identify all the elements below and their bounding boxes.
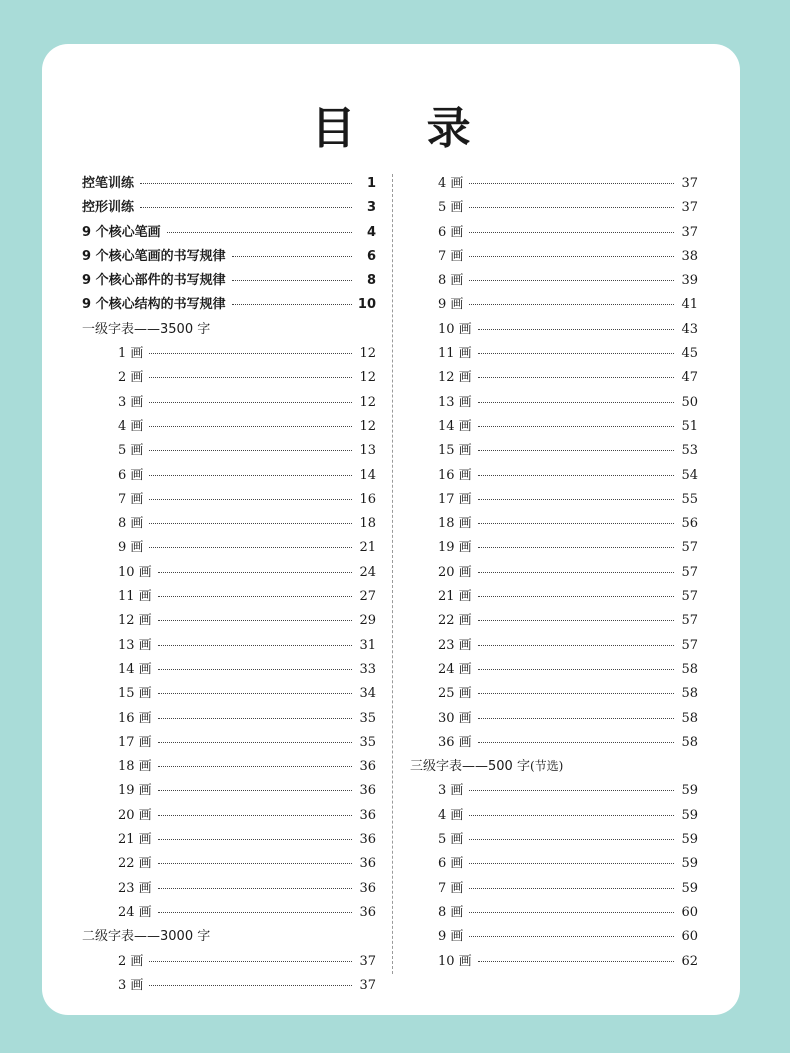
entry-label: 18 画 (438, 516, 472, 532)
dot-leader (478, 376, 674, 378)
entry-page-number: 10 (357, 297, 376, 313)
toc-entry[interactable] (82, 245, 376, 269)
toc-entry[interactable] (82, 779, 376, 803)
dot-leader (478, 571, 674, 573)
entry-label: 控形训练 (82, 200, 135, 216)
dot-leader (478, 741, 674, 743)
toc-entry[interactable] (410, 536, 698, 560)
dot-leader (167, 231, 352, 233)
toc-entry[interactable] (82, 901, 376, 925)
entry-label: 4 画 (438, 176, 464, 191)
dot-leader (158, 765, 352, 767)
entry-page-number: 12 (359, 346, 376, 362)
entry-page-number: 53 (681, 443, 698, 459)
entry-label: 3 画 (438, 783, 464, 799)
entry-page-number: 3 (366, 200, 376, 216)
toc-entry[interactable] (82, 609, 376, 633)
toc-entry[interactable] (82, 731, 376, 755)
toc-entry[interactable] (82, 828, 376, 852)
entry-page-number: 37 (359, 977, 376, 993)
dot-leader (478, 328, 674, 330)
toc-entry[interactable] (410, 512, 698, 536)
entry-label: 15 画 (438, 443, 472, 459)
dot-leader (158, 668, 352, 670)
entry-page-number: 4 (366, 224, 376, 240)
entry-page-number: 59 (681, 880, 698, 896)
toc-entry[interactable] (410, 634, 698, 658)
dot-leader (232, 255, 352, 257)
toc-entry[interactable] (82, 536, 376, 560)
entry-label: 18 画 (118, 759, 152, 775)
toc-entry[interactable] (410, 561, 698, 585)
entry-page-number: 33 (359, 661, 376, 677)
entry-label: 16 画 (118, 710, 152, 726)
dot-leader (149, 984, 352, 986)
toc-entry[interactable] (410, 391, 698, 415)
dot-leader (149, 401, 352, 403)
entry-label: 3 画 (118, 394, 144, 410)
dot-leader (469, 206, 674, 208)
entry-label: 9 画 (438, 929, 464, 945)
entry-page-number: 6 (366, 248, 376, 264)
toc-entry[interactable] (82, 585, 376, 609)
entry-label: 22 画 (118, 856, 152, 872)
entry-label: 9 个核心部件的书写规律 (82, 273, 226, 289)
toc-entry[interactable] (82, 974, 376, 998)
entry-label: 5 画 (118, 443, 144, 459)
toc-entry[interactable] (410, 172, 698, 196)
entry-label: 6 画 (438, 856, 464, 872)
entry-page-number: 59 (681, 783, 698, 799)
entry-label: 11 画 (438, 346, 472, 362)
entry-page-number: 58 (681, 686, 698, 702)
entry-label: 9 个核心笔画的书写规律 (82, 248, 226, 264)
column-divider (392, 174, 393, 974)
toc-section-heading (410, 755, 698, 779)
dot-leader (140, 206, 352, 208)
entry-label: 21 画 (118, 832, 152, 848)
dot-leader (158, 717, 352, 719)
dot-leader (469, 935, 674, 937)
entry-label: 22 画 (438, 613, 472, 629)
dot-leader (469, 279, 674, 281)
dot-leader (478, 619, 674, 621)
entry-label: 控笔训练 (82, 176, 135, 191)
entry-page-number: 12 (359, 394, 376, 410)
entry-label: 8 画 (118, 516, 144, 532)
entry-page-number: 59 (681, 832, 698, 848)
entry-page-number: 24 (359, 564, 376, 580)
entry-label: 5 画 (438, 832, 464, 848)
section-label: 三级字表——500 字 (410, 759, 530, 775)
entry-page-number: 36 (359, 759, 376, 775)
dot-leader (158, 619, 352, 621)
entry-label: 2 画 (118, 370, 144, 386)
toc-entry[interactable] (82, 634, 376, 658)
entry-label: 1 画 (118, 346, 144, 362)
entry-page-number: 12 (359, 370, 376, 386)
entry-page-number: 59 (681, 807, 698, 823)
toc-entry[interactable] (82, 342, 376, 366)
dot-leader (149, 498, 352, 500)
entry-label: 19 画 (118, 783, 152, 799)
toc-right-column (410, 172, 698, 974)
dot-leader (469, 887, 674, 889)
toc-entry[interactable] (82, 950, 376, 974)
toc-entry[interactable] (82, 415, 376, 439)
entry-label: 24 画 (438, 661, 472, 677)
toc-entry[interactable] (410, 196, 698, 220)
entry-label: 17 画 (438, 491, 472, 507)
page-title: 目 录 (311, 103, 499, 154)
entry-page-number: 27 (359, 589, 376, 605)
dot-leader (469, 814, 674, 816)
dot-leader (232, 279, 352, 281)
toc-section-heading (82, 925, 376, 949)
entry-label: 7 画 (118, 491, 144, 507)
dot-leader (149, 474, 352, 476)
entry-page-number: 58 (681, 734, 698, 750)
entry-label: 12 画 (118, 613, 152, 629)
dot-leader (158, 838, 352, 840)
dot-leader (469, 862, 674, 864)
toc-entry[interactable] (410, 852, 698, 876)
toc-entry[interactable] (82, 464, 376, 488)
entry-label: 13 画 (438, 394, 472, 410)
dot-leader (140, 182, 352, 184)
entry-label: 21 画 (438, 589, 472, 605)
entry-page-number: 36 (359, 856, 376, 872)
entry-page-number: 39 (681, 273, 698, 289)
toc-entry[interactable] (82, 682, 376, 706)
entry-label: 5 画 (438, 200, 464, 216)
toc-entry[interactable] (410, 488, 698, 512)
entry-label: 8 画 (438, 273, 464, 289)
entry-label: 8 画 (438, 904, 464, 920)
entry-page-number: 37 (681, 176, 698, 191)
dot-leader (158, 887, 352, 889)
entry-label: 3 画 (118, 977, 144, 993)
toc-entry[interactable] (82, 269, 376, 293)
dot-leader (478, 692, 674, 694)
toc-entry[interactable] (82, 221, 376, 245)
dot-leader (158, 814, 352, 816)
dot-leader (478, 449, 674, 451)
dot-leader (478, 401, 674, 403)
toc-entry[interactable] (410, 221, 698, 245)
entry-label: 36 画 (438, 734, 472, 750)
dot-leader (478, 352, 674, 354)
toc-entry[interactable] (410, 828, 698, 852)
section-label: 二级字表——3000 字 (82, 929, 211, 945)
toc-entry[interactable] (410, 707, 698, 731)
entry-page-number: 36 (359, 807, 376, 823)
toc-entry[interactable] (82, 172, 376, 196)
toc-entry[interactable] (82, 561, 376, 585)
entry-label: 14 画 (438, 418, 472, 434)
toc-entry[interactable] (410, 925, 698, 949)
entry-label: 17 画 (118, 734, 152, 750)
toc-entry[interactable] (82, 391, 376, 415)
dot-leader (478, 644, 674, 646)
toc-entry[interactable] (410, 293, 698, 317)
entry-page-number: 57 (681, 564, 698, 580)
dot-leader (149, 352, 352, 354)
entry-label: 6 画 (438, 224, 464, 240)
dot-leader (469, 789, 674, 791)
toc-entry[interactable] (82, 755, 376, 779)
entry-label: 14 画 (118, 661, 152, 677)
toc-card (42, 44, 740, 1015)
entry-label: 19 画 (438, 540, 472, 556)
entry-page-number: 57 (681, 589, 698, 605)
dot-leader (478, 546, 674, 548)
section-label: 一级字表——3500 字 (82, 321, 211, 337)
entry-label: 7 画 (438, 880, 464, 896)
entry-label: 10 画 (438, 953, 472, 969)
toc-entry[interactable] (410, 415, 698, 439)
toc-left-column (82, 172, 376, 998)
toc-entry[interactable] (410, 464, 698, 488)
entry-label: 30 画 (438, 710, 472, 726)
dot-leader (158, 692, 352, 694)
entry-label: 10 画 (118, 564, 152, 580)
dot-leader (469, 255, 674, 257)
dot-leader (158, 741, 352, 743)
entry-page-number: 58 (681, 710, 698, 726)
toc-entry[interactable] (410, 439, 698, 463)
toc-entry[interactable] (410, 269, 698, 293)
section-note: (节选) (529, 759, 564, 774)
dot-leader (158, 789, 352, 791)
toc-entry[interactable] (82, 488, 376, 512)
toc-entry[interactable] (82, 852, 376, 876)
entry-page-number: 35 (359, 710, 376, 726)
dot-leader (478, 668, 674, 670)
dot-leader (478, 595, 674, 597)
dot-leader (158, 862, 352, 864)
dot-leader (469, 182, 674, 184)
toc-entry[interactable] (82, 366, 376, 390)
entry-page-number: 37 (681, 200, 698, 216)
entry-label: 15 画 (118, 686, 152, 702)
entry-page-number: 55 (681, 491, 698, 507)
toc-entry[interactable] (410, 658, 698, 682)
entry-page-number: 13 (359, 443, 376, 459)
entry-label: 23 画 (438, 637, 472, 653)
entry-page-number: 50 (681, 394, 698, 410)
dot-leader (149, 546, 352, 548)
entry-page-number: 37 (681, 224, 698, 240)
toc-entry[interactable] (410, 682, 698, 706)
dot-leader (469, 303, 674, 305)
toc-entry[interactable] (82, 658, 376, 682)
toc-entry[interactable] (410, 585, 698, 609)
entry-page-number: 60 (681, 929, 698, 945)
entry-label: 7 画 (438, 248, 464, 264)
entry-page-number: 14 (359, 467, 376, 483)
entry-page-number: 35 (359, 734, 376, 750)
entry-page-number: 58 (681, 661, 698, 677)
dot-leader (469, 231, 674, 233)
entry-label: 4 画 (118, 418, 144, 434)
dot-leader (149, 449, 352, 451)
toc-entry[interactable] (82, 877, 376, 901)
entry-page-number: 56 (681, 516, 698, 532)
entry-page-number: 59 (681, 856, 698, 872)
entry-page-number: 47 (681, 370, 698, 386)
entry-label: 20 画 (118, 807, 152, 823)
entry-page-number: 57 (681, 637, 698, 653)
entry-label: 13 画 (118, 637, 152, 653)
entry-page-number: 57 (681, 613, 698, 629)
toc-entry[interactable] (410, 804, 698, 828)
toc-entry[interactable] (410, 950, 698, 974)
entry-page-number: 12 (359, 418, 376, 434)
toc-entry[interactable] (82, 196, 376, 220)
entry-label: 10 画 (438, 321, 472, 337)
entry-label: 4 画 (438, 807, 464, 823)
toc-entry[interactable] (410, 779, 698, 803)
dot-leader (149, 425, 352, 427)
entry-label: 25 画 (438, 686, 472, 702)
entry-page-number: 29 (359, 613, 376, 629)
entry-page-number: 36 (359, 880, 376, 896)
entry-page-number: 34 (359, 686, 376, 702)
dot-leader (478, 474, 674, 476)
entry-label: 9 画 (118, 540, 144, 556)
entry-page-number: 43 (681, 321, 698, 337)
dot-leader (478, 960, 674, 962)
toc-entry[interactable] (410, 609, 698, 633)
entry-page-number: 18 (359, 516, 376, 532)
entry-label: 23 画 (118, 880, 152, 896)
toc-entry[interactable] (82, 512, 376, 536)
entry-page-number: 60 (681, 904, 698, 920)
toc-entry[interactable] (82, 707, 376, 731)
entry-page-number: 36 (359, 832, 376, 848)
toc-entry[interactable] (410, 731, 698, 755)
dot-leader (478, 522, 674, 524)
toc-entry[interactable] (410, 318, 698, 342)
entry-page-number: 51 (681, 418, 698, 434)
entry-page-number: 41 (681, 297, 698, 313)
dot-leader (158, 595, 352, 597)
entry-label: 2 画 (118, 953, 144, 969)
entry-page-number: 1 (366, 176, 376, 191)
dot-leader (158, 644, 352, 646)
entry-page-number: 37 (359, 953, 376, 969)
toc-entry[interactable] (82, 293, 376, 317)
entry-label: 12 画 (438, 370, 472, 386)
dot-leader (469, 838, 674, 840)
entry-page-number: 62 (681, 953, 698, 969)
entry-label: 6 画 (118, 467, 144, 483)
entry-label: 9 个核心笔画 (82, 224, 161, 240)
dot-leader (478, 425, 674, 427)
toc-entry[interactable] (410, 342, 698, 366)
toc-entry[interactable] (82, 439, 376, 463)
toc-section-heading (82, 318, 376, 342)
entry-label: 20 画 (438, 564, 472, 580)
dot-leader (149, 376, 352, 378)
entry-label: 11 画 (118, 589, 152, 605)
dot-leader (478, 717, 674, 719)
entry-page-number: 54 (681, 467, 698, 483)
toc-entry[interactable] (410, 245, 698, 269)
dot-leader (149, 522, 352, 524)
dot-leader (158, 571, 352, 573)
dot-leader (232, 303, 352, 305)
dot-leader (478, 498, 674, 500)
entry-label: 9 个核心结构的书写规律 (82, 297, 226, 313)
entry-page-number: 31 (359, 637, 376, 653)
toc-entry[interactable] (410, 877, 698, 901)
entry-label: 9 画 (438, 297, 464, 313)
dot-leader (149, 960, 352, 962)
entry-page-number: 21 (359, 540, 376, 556)
entry-page-number: 36 (359, 904, 376, 920)
dot-leader (158, 911, 352, 913)
toc-entry[interactable] (410, 901, 698, 925)
entry-page-number: 38 (681, 248, 698, 264)
dot-leader (469, 911, 674, 913)
toc-entry[interactable] (82, 804, 376, 828)
entry-page-number: 57 (681, 540, 698, 556)
entry-page-number: 36 (359, 783, 376, 799)
entry-page-number: 8 (366, 273, 376, 289)
entry-label: 24 画 (118, 904, 152, 920)
entry-label: 16 画 (438, 467, 472, 483)
entry-page-number: 45 (681, 346, 698, 362)
entry-page-number: 16 (359, 491, 376, 507)
toc-entry[interactable] (410, 366, 698, 390)
